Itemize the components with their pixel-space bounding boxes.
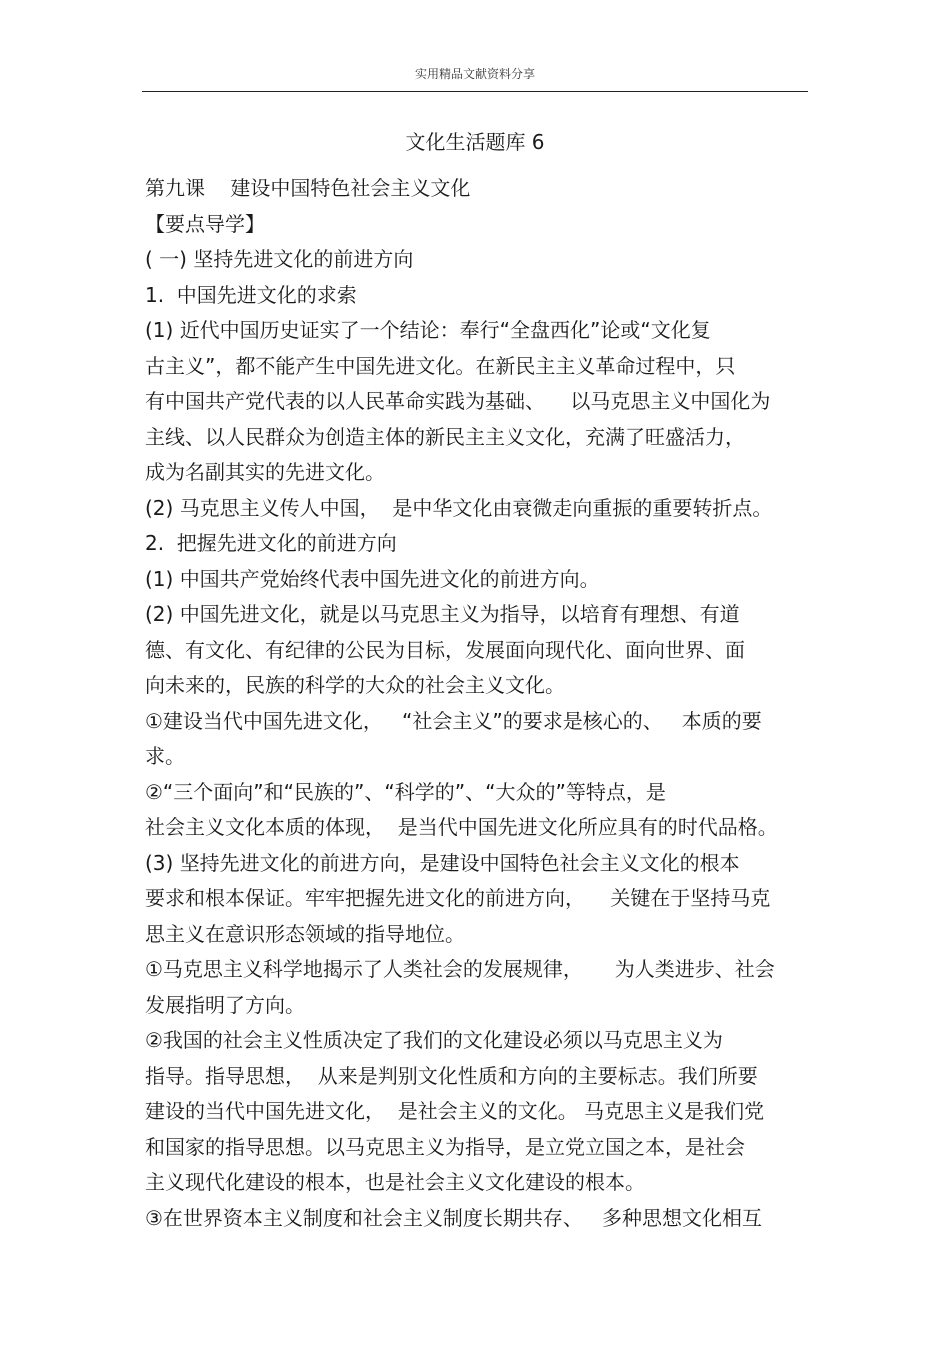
text-line: 古主义”，都不能产生中国先进文化。在新民主主义革命过程中，只 (145, 353, 736, 378)
text-line: (1) 中国共产党始终代表中国先进文化的前进方向。 (145, 566, 600, 591)
text-line: 向未来的，民族的科学的大众的社会主义文化。 (145, 673, 565, 697)
page-header-text: 实用精品文献资料分享 (414, 67, 535, 81)
text-line: ①马克思主义科学地揭示了人类社会的发展规律， 为人类进步、社会 (145, 957, 775, 981)
text-line: ②“三个面向”和“民族的”、“科学的”、“大众的”等特点，是 (145, 779, 666, 804)
text-line: 指导。指导思想， 从来是判别文化性质和方向的主要标志。我们所要 (145, 1063, 758, 1088)
text-line: 发展指明了方向。 (145, 992, 305, 1017)
text-line: (2) 中国先进文化，就是以马克思主义为指导，以培育有理想、有道 (145, 602, 740, 626)
text-line: 社会主义文化本质的体现， 是当代中国先进文化所应具有的时代品格。 (145, 815, 778, 839)
text-line: 有中国共产党代表的以人民革命实践为基础、 以马克思主义中国化为 (145, 389, 771, 413)
text-line: ①建设当代中国先进文化， “社会主义”的要求是核心的、 本质的要 (145, 708, 762, 733)
text-line: 思主义在意识形态领域的指导地位。 (145, 921, 465, 946)
text-line: 成为名副其实的先进文化。 (145, 460, 385, 484)
header-divider (142, 91, 808, 92)
text-line: 求。 (145, 744, 185, 768)
text-line: ( 一) 坚持先进文化的前进方向 (145, 247, 414, 271)
text-line: 第九课 建设中国特色社会主义文化 (145, 176, 471, 200)
text-line: ③在世界资本主义制度和社会主义制度长期共存、 多种思想文化相互 (145, 1205, 763, 1230)
text-line: 2. 把握先进文化的前进方向 (145, 531, 397, 555)
document-body (145, 173, 813, 1238)
text-line: 要求和根本保证。牢牢把握先进文化的前进方向， 关键在于坚持马克 (145, 886, 771, 910)
text-line: ②我国的社会主义性质决定了我们的文化建设必须以马克思主义为 (145, 1028, 723, 1052)
text-line: 【要点导学】 (145, 211, 265, 236)
document-title: 文化生活题库 6 (405, 130, 545, 154)
text-line: 建设的当代中国先进文化， 是社会主义的文化。 马克思主义是我们党 (145, 1099, 765, 1123)
text-line: (2) 马克思主义传人中国， 是中华文化由衰微走向重振的重要转折点。 (145, 495, 773, 520)
text-line: 和国家的指导思想。以马克思主义为指导，是立党立国之本，是社会 (145, 1134, 745, 1159)
text-line: 主义现代化建设的根本，也是社会主义文化建设的根本。 (145, 1170, 645, 1194)
text-line: (3) 坚持先进文化的前进方向，是建设中国特色社会主义文化的根本 (145, 850, 740, 875)
text-line: 1. 中国先进文化的求索 (145, 282, 357, 307)
text-line: (1) 近代中国历史证实了一个结论：奉行“全盘西化”论或“文化复 (145, 318, 711, 342)
text-line: 主线、以人民群众为创造主体的新民主主义文化，充满了旺盛活力， (145, 424, 745, 449)
text-line: 德、有文化、有纪律的公民为目标，发展面向现代化、面向世界、面 (145, 637, 745, 662)
